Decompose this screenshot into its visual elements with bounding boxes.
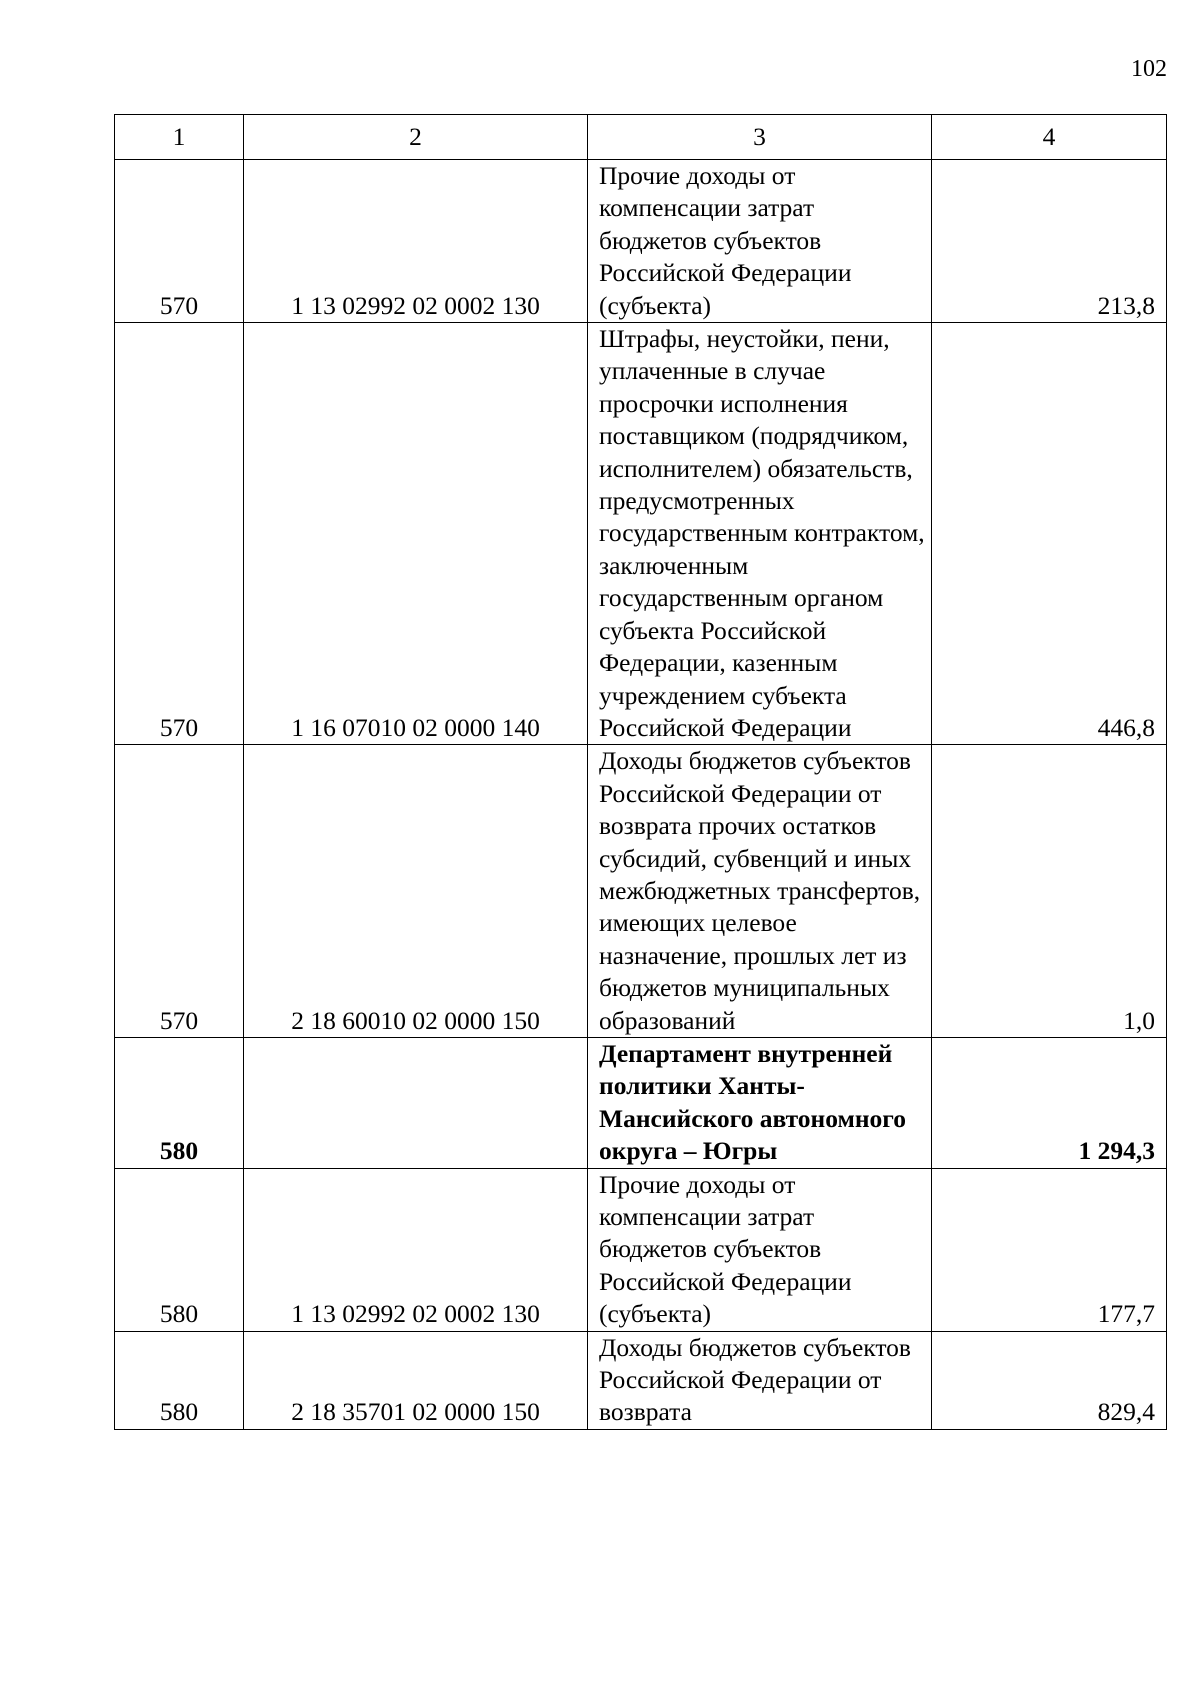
row-kbk-cell: 1 13 02992 02 0002 130 bbox=[244, 1168, 588, 1331]
row-code-cell: 580 bbox=[115, 1037, 244, 1168]
table-row bbox=[115, 160, 1167, 323]
table-row bbox=[115, 323, 1167, 745]
row-code-cell: 570 bbox=[115, 745, 244, 1038]
table-row bbox=[115, 1331, 1167, 1429]
row-kbk-cell: 2 18 35701 02 0000 150 bbox=[244, 1331, 588, 1429]
row-amount-cell: 213,8 bbox=[932, 160, 1167, 323]
table-row bbox=[115, 1168, 1167, 1331]
row-amount-cell: 177,7 bbox=[932, 1168, 1167, 1331]
budget-revenue-table bbox=[114, 114, 1167, 1430]
header-cell-2: 2 bbox=[244, 115, 588, 160]
page-number: 102 bbox=[1131, 56, 1167, 82]
row-code-cell: 570 bbox=[115, 160, 244, 323]
department-name-cell: Департамент внутренней политики Ханты-Мансийского автономного округа – Югры bbox=[588, 1037, 932, 1168]
row-amount-cell: 829,4 bbox=[932, 1331, 1167, 1429]
row-kbk-cell: 1 13 02992 02 0002 130 bbox=[244, 160, 588, 323]
row-code-cell: 580 bbox=[115, 1168, 244, 1331]
header-cell-4: 4 bbox=[932, 115, 1167, 160]
row-amount-cell: 446,8 bbox=[932, 323, 1167, 745]
row-kbk-cell: 2 18 60010 02 0000 150 bbox=[244, 745, 588, 1038]
department-total-cell: 1 294,3 bbox=[932, 1037, 1167, 1168]
row-amount-cell: 1,0 bbox=[932, 745, 1167, 1038]
table-row-department-total bbox=[115, 1037, 1167, 1168]
row-name-cell: Доходы бюджетов субъектов Российской Федерации от возврата прочих остатков субсидий, субвенций и иных межбюджетных трансфертов, имеющих целевое назначение, прошлых лет из бюджетов муниципальных образований bbox=[588, 745, 932, 1038]
row-kbk-cell: 1 16 07010 02 0000 140 bbox=[244, 323, 588, 745]
row-name-cell: Прочие доходы от компенсации затрат бюджетов субъектов Российской Федерации (субъекта) bbox=[588, 160, 932, 323]
header-cell-1: 1 bbox=[115, 115, 244, 160]
table-row bbox=[115, 745, 1167, 1038]
header-cell-3: 3 bbox=[588, 115, 932, 160]
row-name-cell: Штрафы, неустойки, пени, уплаченные в случае просрочки исполнения поставщиком (подрядчиком, исполнителем) обязательств, предусмотренных государственным контрактом, заключенным государственным органом субъекта Российской Федерации, казенным учреждением субъекта Российской Федерации bbox=[588, 323, 932, 745]
row-name-cell: Прочие доходы от компенсации затрат бюджетов субъектов Российской Федерации (субъекта) bbox=[588, 1168, 932, 1331]
row-code-cell: 580 bbox=[115, 1331, 244, 1429]
row-name-cell: Доходы бюджетов субъектов Российской Федерации от возврата bbox=[588, 1331, 932, 1429]
table-header-row bbox=[115, 115, 1167, 160]
row-kbk-cell bbox=[244, 1037, 588, 1168]
row-code-cell: 570 bbox=[115, 323, 244, 745]
